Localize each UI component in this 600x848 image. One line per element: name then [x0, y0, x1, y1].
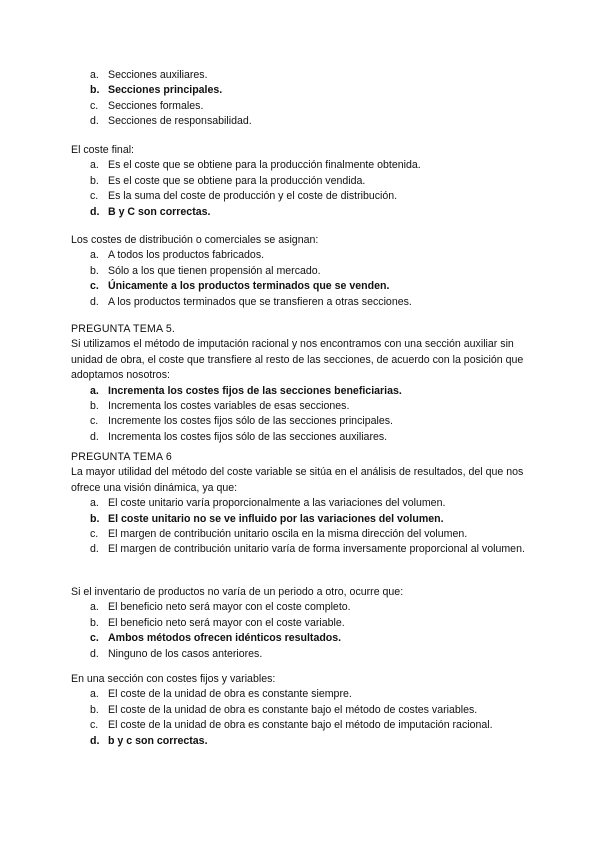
option-a [71, 68, 541, 83]
question-text: El coste final: [71, 144, 135, 156]
option-text: El beneficio neto será mayor con el coste completo. [108, 601, 351, 614]
option-text: El coste unitario no se ve influido por las variaciones del volumen. [108, 512, 444, 525]
question-block [71, 233, 541, 310]
option-letter: c. [90, 528, 99, 541]
option-text: Secciones principales. [108, 84, 223, 97]
option-letter: a. [90, 497, 99, 510]
options-list [71, 384, 541, 446]
option-letter: a. [90, 384, 99, 397]
question-text: Si el inventario de productos no varía de un periodo a otro, ocurre que: [71, 586, 404, 598]
option-c-correct [71, 631, 541, 646]
option-text: Sólo a los que tienen propensión al mercado. [108, 264, 321, 277]
option-b [71, 616, 541, 631]
option-letter: d. [90, 115, 99, 128]
option-text: Ambos métodos ofrecen idénticos resultados. [108, 632, 342, 645]
option-text: Secciones auxiliares. [108, 69, 208, 81]
option-text: El coste de la unidad de obra es constante siempre. [108, 688, 352, 701]
option-b [71, 703, 541, 718]
option-d [71, 114, 541, 129]
question-text: En una sección con costes fijos y variables: [71, 673, 276, 685]
option-letter: b. [90, 84, 100, 97]
option-letter: a. [90, 249, 99, 262]
option-text: Incrementa los costes fijos sólo de las secciones auxiliares. [108, 430, 388, 443]
option-letter: d. [90, 430, 99, 443]
question-block [71, 143, 541, 220]
option-a [71, 496, 541, 511]
option-d [71, 430, 541, 445]
option-letter: c. [90, 99, 99, 112]
option-letter: b. [90, 616, 99, 629]
option-letter: c. [90, 415, 99, 428]
option-a [71, 600, 541, 615]
option-text: Secciones formales. [108, 99, 204, 112]
option-letter: b. [90, 400, 99, 413]
option-d [71, 647, 541, 662]
option-text: El margen de contribución unitario varía de forma inversamente proporcional al volumen. [108, 543, 525, 556]
option-text: Ninguno de los casos anteriores. [108, 647, 263, 660]
section-heading: PREGUNTA TEMA 6 [71, 451, 172, 463]
option-c [71, 189, 541, 204]
option-text: Incrementa los costes variables de esas secciones. [108, 400, 350, 413]
question-block [71, 322, 541, 445]
option-letter: a. [90, 159, 99, 172]
option-b [71, 174, 541, 189]
options-list [71, 248, 541, 310]
question-block [71, 450, 541, 558]
option-a [71, 687, 541, 702]
option-b-correct [71, 512, 541, 527]
option-letter: b. [90, 512, 100, 525]
option-letter: c. [90, 190, 99, 203]
option-c-correct [71, 279, 541, 294]
option-letter: c. [90, 632, 99, 645]
option-letter: d. [90, 647, 99, 660]
option-b [71, 399, 541, 414]
option-text: El margen de contribución unitario oscila en la misma dirección del volumen. [108, 528, 468, 541]
options-list [71, 496, 541, 558]
option-b [71, 264, 541, 279]
option-text: Incremente los costes fijos sólo de las secciones principales. [108, 415, 393, 428]
option-text: Es el coste que se obtiene para la producción vendida. [108, 174, 366, 187]
option-text: B y C son correctas. [108, 205, 211, 218]
options-list [71, 68, 541, 130]
option-letter: c. [90, 280, 99, 293]
option-letter: a. [90, 69, 99, 81]
option-letter: b. [90, 703, 99, 716]
option-b-correct [71, 83, 541, 98]
option-text: El coste de la unidad de obra es constante bajo el método de imputación racional. [108, 719, 493, 732]
option-c [71, 99, 541, 114]
option-letter: d. [90, 205, 100, 218]
section-heading: PREGUNTA TEMA 5. [71, 323, 176, 335]
option-d-correct [71, 205, 541, 220]
option-text: A todos los productos fabricados. [108, 249, 265, 262]
option-text: Secciones de responsabilidad. [108, 115, 252, 128]
option-d [71, 295, 541, 310]
question-block [71, 68, 541, 130]
option-d [71, 542, 541, 557]
option-text: El beneficio neto será mayor con el coste variable. [108, 616, 345, 629]
option-a-correct [71, 384, 541, 399]
option-letter: a. [90, 688, 99, 701]
option-text: Es el coste que se obtiene para la producción finalmente obtenida. [108, 159, 421, 172]
question-block [71, 672, 541, 749]
option-letter: d. [90, 295, 99, 308]
option-a [71, 158, 541, 173]
question-text: Si utilizamos el método de imputación racional y nos encontramos con una sección auxiliar sin unidad de obra, el coste que transfiere al resto de las secciones, de acuerdo con la posición que adoptamos nosotros: [71, 338, 524, 382]
option-letter: d. [90, 543, 99, 556]
option-text: b y c son correctas. [108, 734, 208, 747]
option-text: Únicamente a los productos terminados que se venden. [108, 280, 390, 293]
option-text: A los productos terminados que se transfieren a otras secciones. [108, 295, 412, 308]
option-c [71, 414, 541, 429]
option-d-correct [71, 734, 541, 749]
options-list [71, 687, 541, 749]
question-block [71, 585, 541, 662]
option-c [71, 527, 541, 542]
option-letter: b. [90, 174, 99, 187]
option-letter: d. [90, 734, 100, 747]
option-letter: a. [90, 601, 99, 614]
option-letter: c. [90, 719, 99, 732]
option-text: Es la suma del coste de producción y el coste de distribución. [108, 190, 398, 203]
option-letter: b. [90, 264, 99, 277]
question-text: Los costes de distribución o comerciales se asignan: [71, 234, 319, 246]
question-text: La mayor utilidad del método del coste variable se sitúa en el análisis de resultados, del que nos ofrece una visión dinámica, ya que: [71, 466, 524, 494]
options-list [71, 600, 541, 662]
options-list [71, 158, 541, 220]
option-text: Incrementa los costes fijos de las secciones beneficiarias. [108, 384, 402, 397]
option-c [71, 718, 541, 733]
option-a [71, 248, 541, 263]
option-text: El coste unitario varía proporcionalmente a las variaciones del volumen. [108, 497, 446, 510]
option-text: El coste de la unidad de obra es constante bajo el método de costes variables. [108, 703, 478, 716]
